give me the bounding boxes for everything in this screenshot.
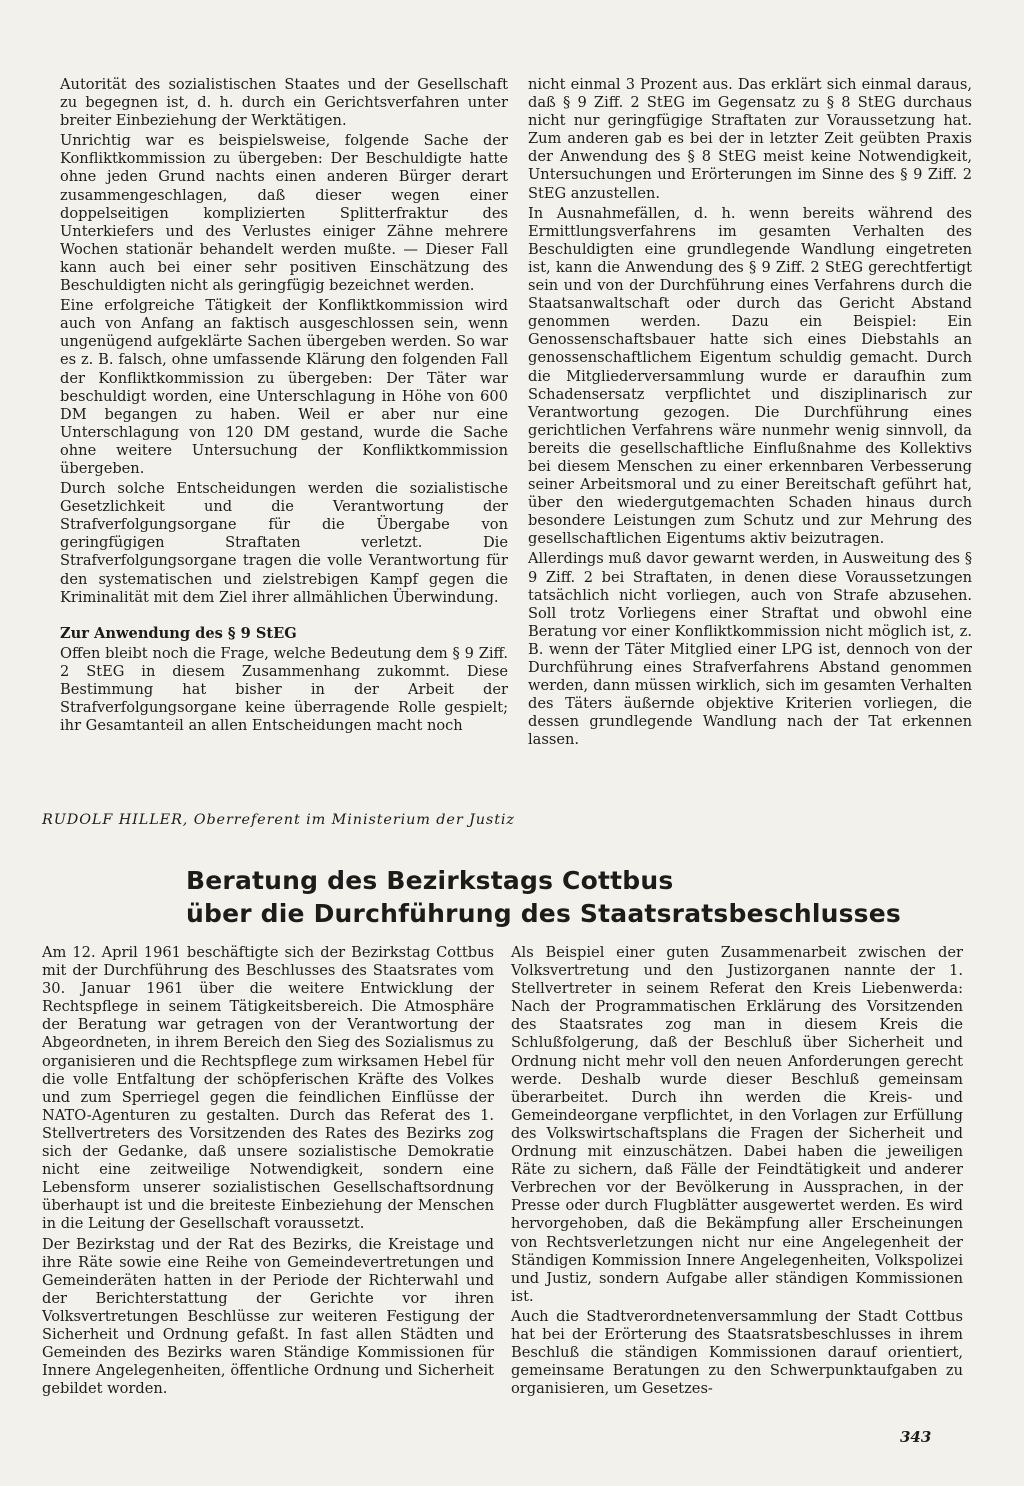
top-left-column — [60, 76, 508, 737]
article-headline — [186, 864, 946, 930]
page-number: 343 — [900, 1428, 932, 1446]
paragraph: Autorität des sozialistischen Staates und der Gesellschaft zu begegnen ist, d. h. durch ein Gerichtsverfahren unter breiter Einbeziehung der Werktätigen. — [60, 76, 508, 130]
paragraph: nicht einmal 3 Prozent aus. Das erklärt sich einmal daraus, daß § 9 Ziff. 2 StEG im Gegensatz zu § 8 StEG durchaus nicht nur geringfügige Straftaten zur Voraussetzung hat. Zum anderen gab es bei der in letzter Zeit geübten Praxis der Anwendung des § 8 StEG meist keine Notwendigkeit, Untersuchungen und Erörterungen im Sinne des § 9 Ziff. 2 StEG anzustellen. — [528, 76, 972, 202]
bottom-left-column — [42, 944, 494, 1400]
paragraph: In Ausnahmefällen, d. h. wenn bereits während des Ermittlungsverfahrens im gesamten Verhalten des Beschuldigten eine grundlegende Wandlung eingetreten ist, kann die Anwendung des § 9 Ziff. 2 StEG gerechtfertigt sein und von der Durchführung eines Verfahrens durch die Staatsanwaltschaft oder durch das Gericht Abstand genommen werden. Dazu ein Beispiel: Ein Genossenschaftsbauer hatte sich eines Diebstahls an genossenschaftlichem Eigentum schuldig gemacht. Durch die Mitgliederversammlung wurde er daraufhin zum Schadensersatz verpflichtet und disziplinarisch zur Verantwortung gezogen. Die Durchführung eines gerichtlichen Verfahrens wäre nunmehr wenig sinnvoll, da bereits die gesellschaftliche Einflußnahme des Kollektivs bei diesem Menschen zu einer erkennbaren Verbesserung seiner Arbeitsmoral und zu einer Bereitschaft geführt hat, über den wiedergutgemachten Schaden hinaus durch besondere Leistungen zum Schutz und zur Mehrung des gesellschaftlichen Eigentums aktiv beizutragen. — [528, 204, 972, 548]
paragraph: Allerdings muß davor gewarnt werden, in Ausweitung des § 9 Ziff. 2 bei Straftaten, in denen diese Voraussetzungen tatsächlich nicht vorliegen, auch von Strafe abzusehen. Soll trotz Vorliegens einer Straftat und obwohl eine Beratung vor einer Konfliktkommission nicht möglich ist, z. B. wenn der Täter Mitglied einer LPG ist, dennoch von der Durchführung eines Strafverfahrens Abstand genommen werden, dann müssen wirklich, sich im gesamten Verhalten des Täters äußernde objektive Kriterien vorliegen, die dessen grundlegende Wandlung nach der Tat erkennen lassen. — [528, 550, 972, 749]
bottom-right-column — [511, 944, 963, 1400]
paragraph: Durch solche Entscheidungen werden die sozialistische Gesetzlichkeit und die Verantwortung der Strafverfolgungsorgane für die Übergabe von geringfügigen Straftaten verletzt. Die Strafverfolgungsorgane tragen die volle Verantwortung für den systematischen und zielstrebigen Kampf gegen die Kriminalität mit dem Ziel ihrer allmählichen Überwindung. — [60, 480, 508, 606]
headline-line: über die Durchführung des Staatsratsbeschlusses — [186, 899, 902, 928]
headline-line: Beratung des Bezirkstags Cottbus — [186, 866, 674, 895]
paragraph: Der Bezirkstag und der Rat des Bezirks, die Kreistage und ihre Räte sowie eine Reihe von Gemeindevertretungen und Gemeinderäten hatten in der Periode der Richterwahl und der Berichterstattung der Gerichte vor ihren Volksvertretungen Beschlüsse zur weiteren Festigung der Sicherheit und Ordnung gefaßt. In fast allen Städten und Gemeinden des Bezirks waren Ständige Kommissionen für Innere Angelegenheiten, öffentliche Ordnung und Sicherheit gebildet worden. — [42, 1235, 494, 1398]
paragraph: Offen bleibt noch die Frage, welche Bedeutung dem § 9 Ziff. 2 StEG in diesem Zusammenhang zukommt. Diese Bestimmung hat bisher in der Arbeit der Strafverfolgungsorgane keine überragende Rolle gespielt; ihr Gesamtanteil an allen Entscheidungen macht noch — [60, 644, 508, 735]
paragraph: Als Beispiel einer guten Zusammenarbeit zwischen der Volksvertretung und den Justizorganen nannte der 1. Stellvertreter in seinem Referat den Kreis Liebenwerda: Nach der Programmatischen Erklärung des Vorsitzenden des Staatsrates zog man in diesem Kreis die Schlußfolgerung, daß der Beschluß über Sicherheit und Ordnung nicht mehr voll den neuen Anforderungen gerecht werde. Deshalb wurde dieser Beschluß gemeinsam überarbeitet. Durch ihn werden die Kreis- und Gemeindeorgane verpflichtet, in den Vorlagen zur Erfüllung des Volkswirtschaftsplans die Fragen der Sicherheit und Ordnung mit einzuschätzen. Dabei haben die jeweiligen Räte zu sichern, daß Fälle der Feindtätigkeit und anderer Verbrechen vor der Bevölkerung in Aussprachen, in der Presse oder durch Flugblätter ausgewertet werden. Es wird hervorgehoben, daß die Bekämpfung aller Erscheinungen von Rechtsverletzungen nicht nur eine Angelegenheit der Ständigen Kommission Innere Angelegenheiten, Volkspolizei und Justiz, sondern Aufgabe aller ständigen Kommissionen ist. — [511, 944, 963, 1305]
paragraph: Am 12. April 1961 beschäftigte sich der Bezirkstag Cottbus mit der Durchführung des Beschlusses des Staatsrates vom 30. Januar 1961 über die weitere Entwicklung der Rechtspflege in seinem Tätigkeitsbereich. Die Atmosphäre der Beratung war getragen von der Verantwortung der Abgeordneten, in ihrem Bereich den Sieg des Sozialismus zu organisieren und die Rechtspflege zum wirksamen Hebel für die volle Entfaltung der schöpferischen Kräfte des Volkes und zum Sperriegel gegen die feindlichen Einflüsse der NATO-Agenturen zu gestalten. Durch das Referat des 1. Stellvertreters des Vorsitzenden des Rates des Bezirks zog sich der Gedanke, daß unsere sozialistische Demokratie nicht eine zeitweilige Notwendigkeit, sondern eine Lebensform unserer sozialistischen Gesellschaftsordnung überhaupt ist und die breiteste Einbeziehung der Menschen in die Leitung der Gesellschaft voraussetzt. — [42, 944, 494, 1233]
paragraph: Auch die Stadtverordnetenversammlung der Stadt Cottbus hat bei der Erörterung des Staatsratsbeschlusses in ihrem Beschluß die ständigen Kommissionen darauf orientiert, gemeinsame Beratungen zu den Schwerpunktaufgaben zu organisieren, um Gesetzes- — [511, 1307, 963, 1398]
author-byline: RUDOLF HILLER, Oberreferent im Ministerium der Justiz — [42, 812, 515, 828]
top-right-column — [528, 76, 972, 751]
paragraph: Eine erfolgreiche Tätigkeit der Konfliktkommission wird auch von Anfang an faktisch ausgeschlossen sein, wenn ungenügend aufgeklärte Sachen übergeben werden. So war es z. B. falsch, ohne umfassende Klärung den folgenden Fall der Konfliktkommission zu übergeben: Der Täter war beschuldigt worden, eine Unterschlagung in Höhe von 600 DM begangen zu haben. Weil er aber nur eine Unterschlagung von 120 DM gestand, wurde die Sache ohne weitere Untersuchung der Konfliktkommission übergeben. — [60, 297, 508, 477]
paragraph: Unrichtig war es beispielsweise, folgende Sache der Konfliktkommission zu übergeben: Der Beschuldigte hatte ohne jeden Grund nachts einen anderen Bürger derart zusammengeschlagen, daß dieser wegen einer doppelseitigen komplizierten Splitterfraktur des Unterkiefers und des Verlustes einiger Zähne mehrere Wochen stationär behandelt werden mußte. — Dieser Fall kann auch bei einer sehr positiven Einschätzung des Beschuldigten nicht als geringfügig bezeichnet werden. — [60, 132, 508, 295]
section-subheading: Zur Anwendung des § 9 StEG — [60, 624, 297, 642]
